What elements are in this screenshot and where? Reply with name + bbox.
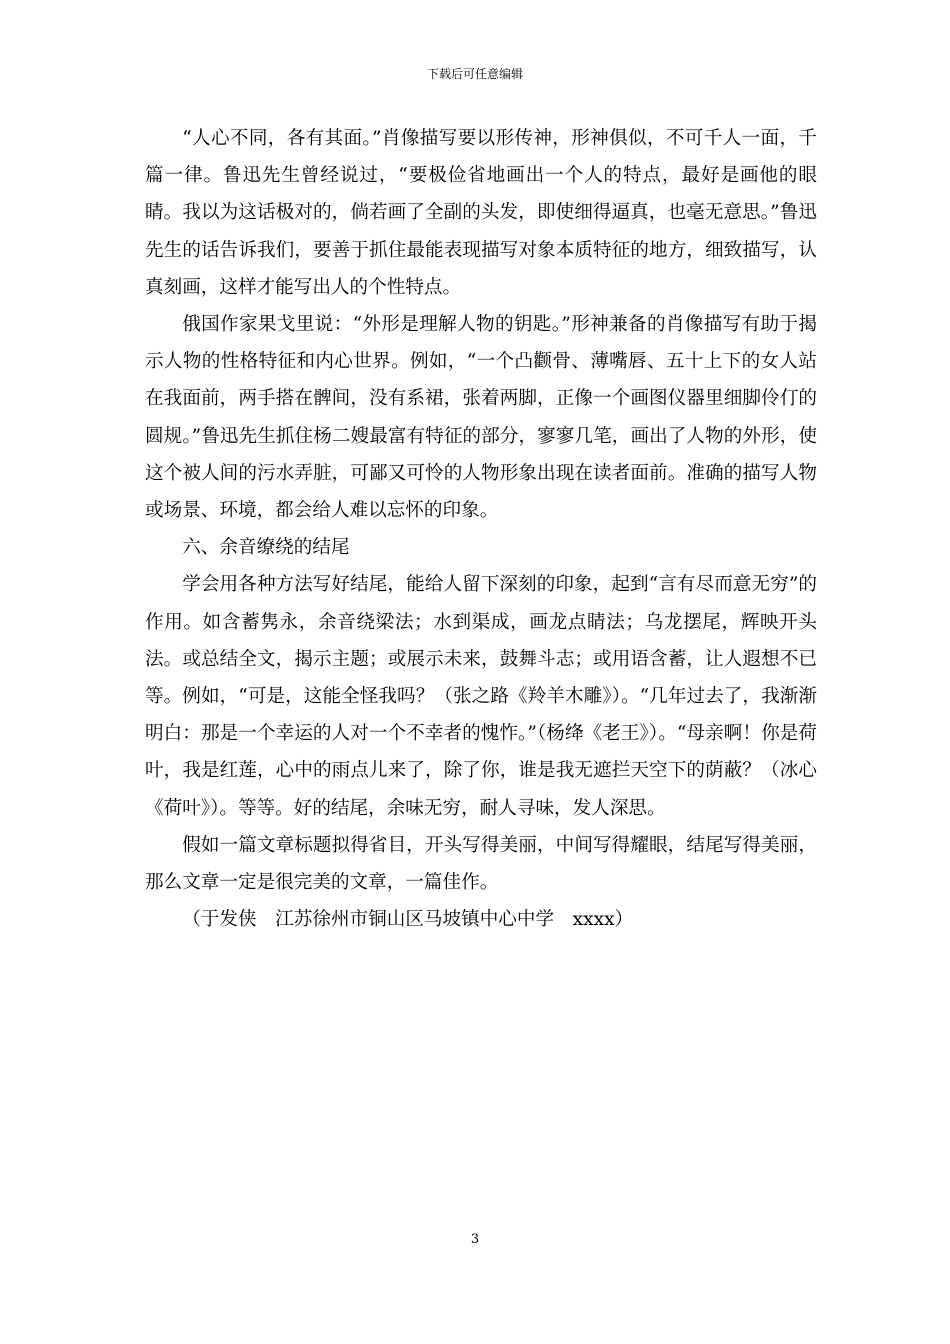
document-body — [145, 120, 817, 938]
paragraph-portrait-1: “人心不同，各有其面。”肖像描写要以形传神，形神俱似，不可千人一面，千篇一律。鲁迅先生曾经说过，“要极俭省地画出一个人的特点，最好是画他的眼睛。我以为这话极对的，倘若画了全副的头发，即使细得逼真，也毫无意思。”鲁迅先生的话告诉我们，要善于抓住最能表现描写对象本质特征的地方，细致描写，认真刻画，这样才能写出人的个性特点。 — [145, 128, 817, 298]
page-header: 下载后可任意编辑 — [426, 67, 523, 81]
section-heading: 六、余音缭绕的结尾 — [182, 537, 350, 559]
paragraph-ending-2: 假如一篇文章标题拟得省目，开头写得美丽，中间写得耀眼，结尾写得美丽，那么文章一定是很完美的文章，一篇佳作。 — [145, 834, 817, 894]
paragraph-ending-1: 学会用各种方法写好结尾，能给人留下深刻的印象，起到“言有尽而意无穷”的作用。如含蓄隽永，余音绕梁法；水到渠成，画龙点睛法；乌龙摆尾，辉映开头法。或总结全文，揭示主题；或展示未来，鼓舞斗志；或用语含蓄，让人遐想不已等。例如，“可是，这能全怪我吗？（张之路《羚羊木雕》）。“几年过去了，我渐渐明白：那是一个幸运的人对一个不幸者的愧怍。”（杨绛《老王》）。“母亲啊！你是荷叶，我是红莲，心中的雨点儿来了，除了你，谁是我无遮拦天空下的荫蔽？（冰心《荷叶》）。等等。好的结尾，余味无穷，耐人寻味，发人深思。 — [145, 574, 817, 819]
paragraph-portrait-2: 俄国作家果戈里说：“外形是理解人物的钥匙。”形神兼备的肖像描写有助于揭示人物的性格特征和内心世界。例如，“一个凸颧骨、薄嘴唇、五十上下的女人站在我面前，两手搭在髀间，没有系裙，张着两脚，正像一个画图仪器里细脚伶仃的圆规。”鲁迅先生抓住杨二嫂最富有特征的部分，寥寥几笔，画出了人物的外形，使这个被人间的污水弄脏，可鄙又可怜的人物形象出现在读者面前。准确的描写人物或场景、环境，都会给人难以忘怀的印象。 — [145, 314, 817, 522]
page-number: 3 — [470, 1232, 480, 1247]
author-signature: （于发侠 江苏徐州市铜山区马坡镇中心中学 xxxx） — [182, 909, 634, 931]
